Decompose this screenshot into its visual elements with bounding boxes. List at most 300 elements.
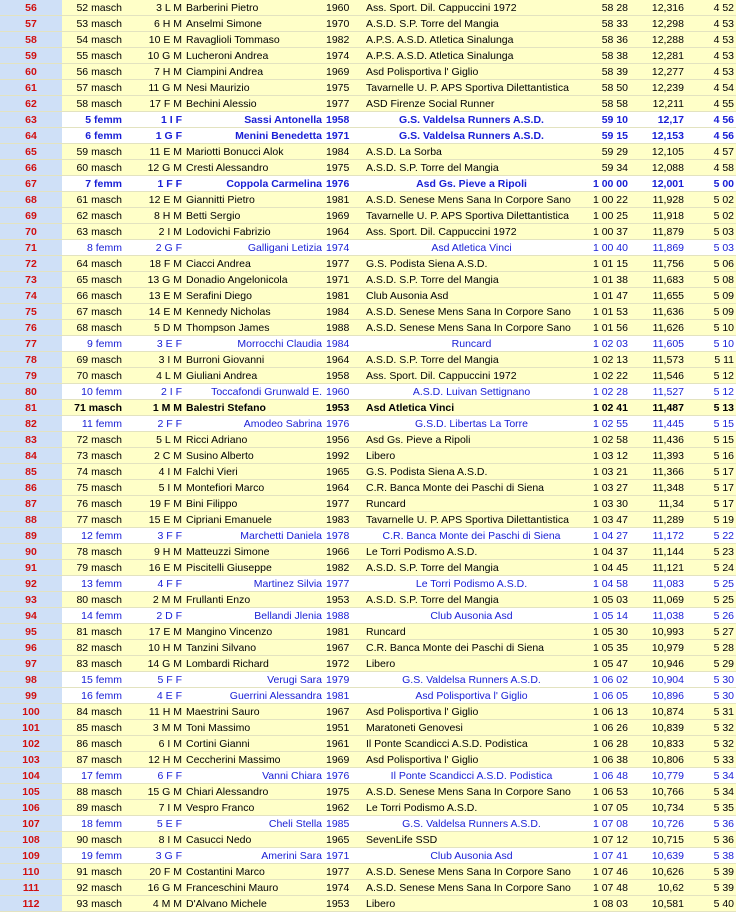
athlete-name: Montefiori Marco bbox=[184, 480, 324, 496]
club-name: Ass. Sport. Dil. Cappuccini 1972 bbox=[364, 224, 579, 240]
category-position: 20 F M bbox=[124, 864, 184, 880]
birth-year: 1953 bbox=[324, 592, 364, 608]
athlete-name: Lombardi Richard bbox=[184, 656, 324, 672]
finish-time: 58 50 bbox=[579, 80, 630, 96]
athlete-name: Verugi Sara bbox=[184, 672, 324, 688]
average-speed: 10,806 bbox=[630, 752, 686, 768]
athlete-name: Thompson James bbox=[184, 320, 324, 336]
club-name: Asd Atletica Vinci bbox=[364, 240, 579, 256]
category-position: 2 C M bbox=[124, 448, 184, 464]
athlete-name: Bini Filippo bbox=[184, 496, 324, 512]
rank-number: 74 bbox=[0, 288, 62, 304]
athlete-name: Ceccherini Massimo bbox=[184, 752, 324, 768]
rank-number: 100 bbox=[0, 704, 62, 720]
category-position: 7 I M bbox=[124, 800, 184, 816]
category-position: 5 F F bbox=[124, 672, 184, 688]
gender-position: 76 masch bbox=[62, 496, 124, 512]
rank-number: 95 bbox=[0, 624, 62, 640]
birth-year: 1971 bbox=[324, 848, 364, 864]
birth-year: 1964 bbox=[324, 480, 364, 496]
birth-year: 1988 bbox=[324, 320, 364, 336]
finish-time: 58 36 bbox=[579, 32, 630, 48]
category-position: 12 G M bbox=[124, 160, 184, 176]
club-name: A.S.D. Senese Mens Sana In Corpore Sano bbox=[364, 320, 579, 336]
table-row bbox=[0, 784, 736, 800]
table-row bbox=[0, 272, 736, 288]
table-row bbox=[0, 128, 736, 144]
club-name: Libero bbox=[364, 656, 579, 672]
birth-year: 1982 bbox=[324, 560, 364, 576]
pace: 5 17 bbox=[686, 480, 736, 496]
gender-position: 79 masch bbox=[62, 560, 124, 576]
table-row bbox=[0, 496, 736, 512]
club-name: Club Ausonia Asd bbox=[364, 288, 579, 304]
finish-time: 1 01 15 bbox=[579, 256, 630, 272]
gender-position: 52 masch bbox=[62, 0, 124, 16]
average-speed: 11,918 bbox=[630, 208, 686, 224]
finish-time: 59 29 bbox=[579, 144, 630, 160]
average-speed: 10,896 bbox=[630, 688, 686, 704]
club-name: Le Torri Podismo A.S.D. bbox=[364, 576, 579, 592]
gender-position: 87 masch bbox=[62, 752, 124, 768]
gender-position: 58 masch bbox=[62, 96, 124, 112]
gender-position: 57 masch bbox=[62, 80, 124, 96]
finish-time: 1 04 45 bbox=[579, 560, 630, 576]
birth-year: 1958 bbox=[324, 368, 364, 384]
table-row bbox=[0, 336, 736, 352]
category-position: 3 G F bbox=[124, 848, 184, 864]
athlete-name: Giannitti Pietro bbox=[184, 192, 324, 208]
average-speed: 12,277 bbox=[630, 64, 686, 80]
club-name: C.R. Banca Monte dei Paschi di Siena bbox=[364, 480, 579, 496]
average-speed: 12,211 bbox=[630, 96, 686, 112]
rank-number: 97 bbox=[0, 656, 62, 672]
birth-year: 1972 bbox=[324, 656, 364, 672]
rank-number: 98 bbox=[0, 672, 62, 688]
average-speed: 11,038 bbox=[630, 608, 686, 624]
rank-number: 109 bbox=[0, 848, 62, 864]
finish-time: 1 07 12 bbox=[579, 832, 630, 848]
pace: 5 17 bbox=[686, 496, 736, 512]
table-row bbox=[0, 416, 736, 432]
gender-position: 85 masch bbox=[62, 720, 124, 736]
finish-time: 1 05 30 bbox=[579, 624, 630, 640]
category-position: 7 H M bbox=[124, 64, 184, 80]
finish-time: 1 00 37 bbox=[579, 224, 630, 240]
average-speed: 12,17 bbox=[630, 112, 686, 128]
pace: 5 09 bbox=[686, 288, 736, 304]
average-speed: 11,487 bbox=[630, 400, 686, 416]
athlete-name: Ricci Adriano bbox=[184, 432, 324, 448]
club-name: SevenLife SSD bbox=[364, 832, 579, 848]
athlete-name: Vespro Franco bbox=[184, 800, 324, 816]
birth-year: 1960 bbox=[324, 384, 364, 400]
gender-position: 60 masch bbox=[62, 160, 124, 176]
finish-time: 1 02 03 bbox=[579, 336, 630, 352]
gender-position: 78 masch bbox=[62, 544, 124, 560]
athlete-name: Nesi Maurizio bbox=[184, 80, 324, 96]
club-name: G.S. Valdelsa Runners A.S.D. bbox=[364, 672, 579, 688]
category-position: 12 H M bbox=[124, 752, 184, 768]
table-row bbox=[0, 96, 736, 112]
club-name: A.S.D. Luivan Settignano bbox=[364, 384, 579, 400]
club-name: A.S.D. S.P. Torre del Mangia bbox=[364, 592, 579, 608]
table-row bbox=[0, 640, 736, 656]
finish-time: 1 03 47 bbox=[579, 512, 630, 528]
table-row bbox=[0, 864, 736, 880]
athlete-name: Barberini Pietro bbox=[184, 0, 324, 16]
category-position: 19 F M bbox=[124, 496, 184, 512]
rank-number: 60 bbox=[0, 64, 62, 80]
pace: 5 08 bbox=[686, 272, 736, 288]
club-name: A.S.D. S.P. Torre del Mangia bbox=[364, 16, 579, 32]
finish-time: 1 06 53 bbox=[579, 784, 630, 800]
athlete-name: Giuliani Andrea bbox=[184, 368, 324, 384]
birth-year: 1953 bbox=[324, 400, 364, 416]
club-name: A.S.D. S.P. Torre del Mangia bbox=[364, 352, 579, 368]
athlete-name: Cortini Gianni bbox=[184, 736, 324, 752]
table-row bbox=[0, 592, 736, 608]
average-speed: 11,172 bbox=[630, 528, 686, 544]
table-row bbox=[0, 80, 736, 96]
athlete-name: Chiari Alessandro bbox=[184, 784, 324, 800]
gender-position: 9 femm bbox=[62, 336, 124, 352]
athlete-name: Menini Benedetta bbox=[184, 128, 324, 144]
gender-position: 91 masch bbox=[62, 864, 124, 880]
pace: 5 15 bbox=[686, 416, 736, 432]
birth-year: 1978 bbox=[324, 528, 364, 544]
athlete-name: Guerrini Alessandra bbox=[184, 688, 324, 704]
club-name: Runcard bbox=[364, 496, 579, 512]
club-name: Ass. Sport. Dil. Cappuccini 1972 bbox=[364, 0, 579, 16]
pace: 5 15 bbox=[686, 432, 736, 448]
average-speed: 12,153 bbox=[630, 128, 686, 144]
club-name: A.S.D. Senese Mens Sana In Corpore Sano bbox=[364, 880, 579, 896]
rank-number: 102 bbox=[0, 736, 62, 752]
average-speed: 12,288 bbox=[630, 32, 686, 48]
gender-position: 5 femm bbox=[62, 112, 124, 128]
rank-number: 96 bbox=[0, 640, 62, 656]
athlete-name: Toni Massimo bbox=[184, 720, 324, 736]
pace: 5 27 bbox=[686, 624, 736, 640]
club-name: Club Ausonia Asd bbox=[364, 848, 579, 864]
table-row bbox=[0, 800, 736, 816]
birth-year: 1977 bbox=[324, 96, 364, 112]
birth-year: 1953 bbox=[324, 896, 364, 912]
finish-time: 1 04 37 bbox=[579, 544, 630, 560]
table-row bbox=[0, 512, 736, 528]
rank-number: 73 bbox=[0, 272, 62, 288]
average-speed: 12,001 bbox=[630, 176, 686, 192]
club-name: Asd Polisportiva l' Giglio bbox=[364, 704, 579, 720]
club-name: Il Ponte Scandicci A.S.D. Podistica bbox=[364, 768, 579, 784]
table-row bbox=[0, 832, 736, 848]
average-speed: 11,683 bbox=[630, 272, 686, 288]
pace: 4 53 bbox=[686, 32, 736, 48]
table-row bbox=[0, 288, 736, 304]
athlete-name: Burroni Giovanni bbox=[184, 352, 324, 368]
birth-year: 1979 bbox=[324, 672, 364, 688]
average-speed: 12,239 bbox=[630, 80, 686, 96]
average-speed: 10,979 bbox=[630, 640, 686, 656]
category-position: 2 I M bbox=[124, 224, 184, 240]
rank-number: 101 bbox=[0, 720, 62, 736]
category-position: 2 F F bbox=[124, 416, 184, 432]
pace: 5 30 bbox=[686, 688, 736, 704]
average-speed: 11,869 bbox=[630, 240, 686, 256]
finish-time: 59 34 bbox=[579, 160, 630, 176]
category-position: 1 M M bbox=[124, 400, 184, 416]
club-name: ASD Firenze Social Runner bbox=[364, 96, 579, 112]
pace: 5 26 bbox=[686, 608, 736, 624]
category-position: 14 E M bbox=[124, 304, 184, 320]
pace: 5 00 bbox=[686, 176, 736, 192]
athlete-name: Amodeo Sabrina bbox=[184, 416, 324, 432]
birth-year: 1984 bbox=[324, 144, 364, 160]
finish-time: 59 10 bbox=[579, 112, 630, 128]
average-speed: 10,779 bbox=[630, 768, 686, 784]
table-row bbox=[0, 816, 736, 832]
club-name: Runcard bbox=[364, 336, 579, 352]
category-position: 3 L M bbox=[124, 0, 184, 16]
club-name: Ass. Sport. Dil. Cappuccini 1972 bbox=[364, 368, 579, 384]
table-row bbox=[0, 224, 736, 240]
club-name: A.S.D. La Sorba bbox=[364, 144, 579, 160]
club-name: Le Torri Podismo A.S.D. bbox=[364, 544, 579, 560]
rank-number: 89 bbox=[0, 528, 62, 544]
gender-position: 88 masch bbox=[62, 784, 124, 800]
finish-time: 1 05 47 bbox=[579, 656, 630, 672]
birth-year: 1967 bbox=[324, 640, 364, 656]
category-position: 3 E F bbox=[124, 336, 184, 352]
gender-position: 69 masch bbox=[62, 352, 124, 368]
pace: 5 17 bbox=[686, 464, 736, 480]
finish-time: 1 04 27 bbox=[579, 528, 630, 544]
average-speed: 10,904 bbox=[630, 672, 686, 688]
gender-position: 70 masch bbox=[62, 368, 124, 384]
table-row bbox=[0, 608, 736, 624]
category-position: 6 F F bbox=[124, 768, 184, 784]
pace: 5 03 bbox=[686, 224, 736, 240]
gender-position: 93 masch bbox=[62, 896, 124, 912]
gender-position: 65 masch bbox=[62, 272, 124, 288]
gender-position: 54 masch bbox=[62, 32, 124, 48]
table-row bbox=[0, 848, 736, 864]
pace: 5 34 bbox=[686, 768, 736, 784]
average-speed: 12,298 bbox=[630, 16, 686, 32]
birth-year: 1976 bbox=[324, 768, 364, 784]
birth-year: 1964 bbox=[324, 224, 364, 240]
gender-position: 81 masch bbox=[62, 624, 124, 640]
average-speed: 10,734 bbox=[630, 800, 686, 816]
finish-time: 1 06 48 bbox=[579, 768, 630, 784]
pace: 5 25 bbox=[686, 592, 736, 608]
gender-position: 55 masch bbox=[62, 48, 124, 64]
table-row bbox=[0, 896, 736, 912]
rank-number: 70 bbox=[0, 224, 62, 240]
category-position: 4 E F bbox=[124, 688, 184, 704]
category-position: 12 E M bbox=[124, 192, 184, 208]
club-name: G.S. Podista Siena A.S.D. bbox=[364, 464, 579, 480]
pace: 5 10 bbox=[686, 320, 736, 336]
gender-position: 80 masch bbox=[62, 592, 124, 608]
category-position: 10 G M bbox=[124, 48, 184, 64]
pace: 5 35 bbox=[686, 800, 736, 816]
rank-number: 61 bbox=[0, 80, 62, 96]
gender-position: 68 masch bbox=[62, 320, 124, 336]
gender-position: 67 masch bbox=[62, 304, 124, 320]
finish-time: 1 07 48 bbox=[579, 880, 630, 896]
athlete-name: Franceschini Mauro bbox=[184, 880, 324, 896]
table-row bbox=[0, 16, 736, 32]
finish-time: 1 07 46 bbox=[579, 864, 630, 880]
pace: 4 58 bbox=[686, 160, 736, 176]
gender-position: 8 femm bbox=[62, 240, 124, 256]
club-name: Tavarnelle U. P. APS Sportiva Dilettantistica bbox=[364, 208, 579, 224]
finish-time: 1 00 22 bbox=[579, 192, 630, 208]
average-speed: 11,573 bbox=[630, 352, 686, 368]
table-row bbox=[0, 192, 736, 208]
pace: 4 53 bbox=[686, 16, 736, 32]
gender-position: 71 masch bbox=[62, 400, 124, 416]
average-speed: 10,715 bbox=[630, 832, 686, 848]
athlete-name: Matteuzzi Simone bbox=[184, 544, 324, 560]
athlete-name: Galligani Letizia bbox=[184, 240, 324, 256]
rank-number: 68 bbox=[0, 192, 62, 208]
rank-number: 63 bbox=[0, 112, 62, 128]
category-position: 1 I F bbox=[124, 112, 184, 128]
pace: 5 30 bbox=[686, 672, 736, 688]
club-name: Il Ponte Scandicci A.S.D. Podistica bbox=[364, 736, 579, 752]
category-position: 16 G M bbox=[124, 880, 184, 896]
table-row bbox=[0, 432, 736, 448]
birth-year: 1956 bbox=[324, 432, 364, 448]
gender-position: 12 femm bbox=[62, 528, 124, 544]
category-position: 2 I F bbox=[124, 384, 184, 400]
finish-time: 1 01 38 bbox=[579, 272, 630, 288]
average-speed: 11,436 bbox=[630, 432, 686, 448]
finish-time: 1 06 38 bbox=[579, 752, 630, 768]
club-name: A.S.D. Senese Mens Sana In Corpore Sano bbox=[364, 304, 579, 320]
club-name: G.S. Valdelsa Runners A.S.D. bbox=[364, 816, 579, 832]
finish-time: 1 03 12 bbox=[579, 448, 630, 464]
rank-number: 67 bbox=[0, 176, 62, 192]
gender-position: 11 femm bbox=[62, 416, 124, 432]
finish-time: 1 06 13 bbox=[579, 704, 630, 720]
gender-position: 89 masch bbox=[62, 800, 124, 816]
table-row bbox=[0, 736, 736, 752]
gender-position: 16 femm bbox=[62, 688, 124, 704]
category-position: 5 I M bbox=[124, 480, 184, 496]
rank-number: 90 bbox=[0, 544, 62, 560]
pace: 5 16 bbox=[686, 448, 736, 464]
category-position: 3 I M bbox=[124, 352, 184, 368]
finish-time: 58 38 bbox=[579, 48, 630, 64]
finish-time: 59 15 bbox=[579, 128, 630, 144]
club-name: A.P.S. A.S.D. Atletica Sinalunga bbox=[364, 48, 579, 64]
rank-number: 57 bbox=[0, 16, 62, 32]
birth-year: 1975 bbox=[324, 784, 364, 800]
gender-position: 82 masch bbox=[62, 640, 124, 656]
finish-time: 1 03 21 bbox=[579, 464, 630, 480]
pace: 5 10 bbox=[686, 336, 736, 352]
average-speed: 11,34 bbox=[630, 496, 686, 512]
rank-number: 110 bbox=[0, 864, 62, 880]
rank-number: 72 bbox=[0, 256, 62, 272]
gender-position: 61 masch bbox=[62, 192, 124, 208]
birth-year: 1988 bbox=[324, 608, 364, 624]
table-row bbox=[0, 352, 736, 368]
athlete-name: Piscitelli Giuseppe bbox=[184, 560, 324, 576]
rank-number: 112 bbox=[0, 896, 62, 912]
table-row bbox=[0, 656, 736, 672]
pace: 4 56 bbox=[686, 112, 736, 128]
average-speed: 10,993 bbox=[630, 624, 686, 640]
athlete-name: Ciampini Andrea bbox=[184, 64, 324, 80]
pace: 5 12 bbox=[686, 368, 736, 384]
athlete-name: Coppola Carmelina bbox=[184, 176, 324, 192]
club-name: G.S. Podista Siena A.S.D. bbox=[364, 256, 579, 272]
birth-year: 1974 bbox=[324, 240, 364, 256]
table-row bbox=[0, 688, 736, 704]
pace: 5 28 bbox=[686, 640, 736, 656]
category-position: 4 L M bbox=[124, 368, 184, 384]
category-position: 1 F F bbox=[124, 176, 184, 192]
category-position: 9 H M bbox=[124, 544, 184, 560]
average-speed: 10,626 bbox=[630, 864, 686, 880]
rank-number: 71 bbox=[0, 240, 62, 256]
club-name: Libero bbox=[364, 448, 579, 464]
category-position: 13 G M bbox=[124, 272, 184, 288]
finish-time: 1 05 14 bbox=[579, 608, 630, 624]
category-position: 10 H M bbox=[124, 640, 184, 656]
gender-position: 59 masch bbox=[62, 144, 124, 160]
finish-time: 58 28 bbox=[579, 0, 630, 16]
table-row bbox=[0, 672, 736, 688]
pace: 4 57 bbox=[686, 144, 736, 160]
finish-time: 1 03 30 bbox=[579, 496, 630, 512]
pace: 5 19 bbox=[686, 512, 736, 528]
birth-year: 1976 bbox=[324, 176, 364, 192]
average-speed: 10,581 bbox=[630, 896, 686, 912]
gender-position: 10 femm bbox=[62, 384, 124, 400]
category-position: 17 E M bbox=[124, 624, 184, 640]
table-row bbox=[0, 624, 736, 640]
athlete-name: Toccafondi Grunwald E. bbox=[184, 384, 324, 400]
athlete-name: Amerini Sara bbox=[184, 848, 324, 864]
athlete-name: Lodovichi Fabrizio bbox=[184, 224, 324, 240]
pace: 5 02 bbox=[686, 192, 736, 208]
club-name: Le Torri Podismo A.S.D. bbox=[364, 800, 579, 816]
rank-number: 56 bbox=[0, 0, 62, 16]
athlete-name: Morrocchi Claudia bbox=[184, 336, 324, 352]
birth-year: 1966 bbox=[324, 544, 364, 560]
gender-position: 66 masch bbox=[62, 288, 124, 304]
category-position: 11 G M bbox=[124, 80, 184, 96]
birth-year: 1965 bbox=[324, 464, 364, 480]
birth-year: 1977 bbox=[324, 576, 364, 592]
pace: 5 23 bbox=[686, 544, 736, 560]
finish-time: 1 02 13 bbox=[579, 352, 630, 368]
pace: 5 39 bbox=[686, 864, 736, 880]
athlete-name: Maestrini Sauro bbox=[184, 704, 324, 720]
birth-year: 1969 bbox=[324, 208, 364, 224]
category-position: 1 G F bbox=[124, 128, 184, 144]
table-row bbox=[0, 528, 736, 544]
birth-year: 1976 bbox=[324, 416, 364, 432]
club-name: A.S.D. S.P. Torre del Mangia bbox=[364, 560, 579, 576]
pace: 5 34 bbox=[686, 784, 736, 800]
